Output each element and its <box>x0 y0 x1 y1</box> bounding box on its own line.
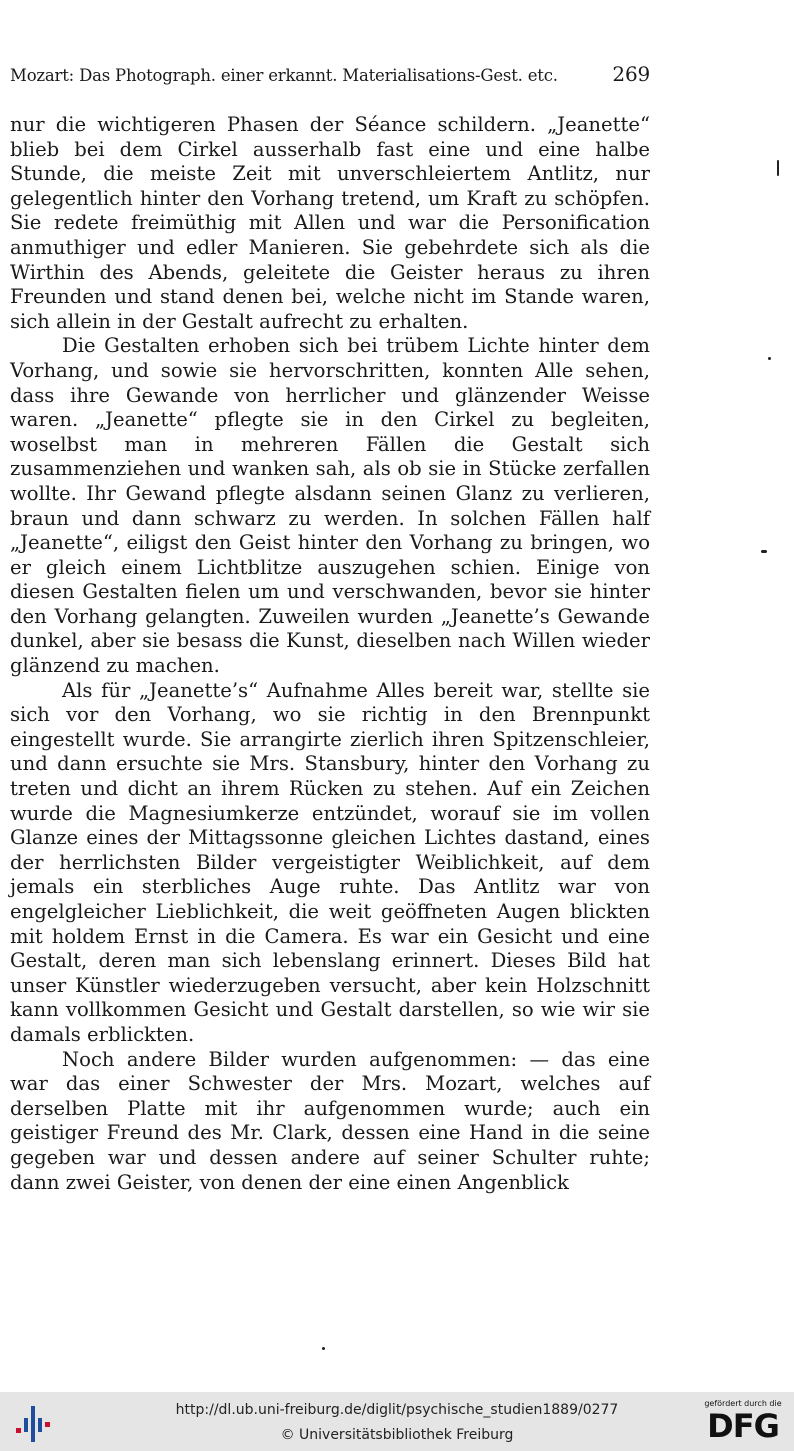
scan-speck <box>768 357 771 360</box>
dfg-tagline: gefördert durch die <box>704 1399 782 1408</box>
running-head <box>10 62 650 92</box>
paragraph-2: Die Gestalten erhoben sich bei trübem Lichte hinter dem Vorhang, und sowie sie hervorschritten, konnten Alle sehen, dass ihre Gewande von herrlicher und glänzender Weisse waren. „Jeanette“ pflegte sie in den Cirkel zu begleiten, woselbst man in mehreren Fällen die Gestalt sich zusammenziehen und wanken sah, als ob sie in Stücke zerfallen wollte. Ihr Gewand pflegte alsdann seinen Glanz zu verlieren, braun und dann schwarz zu werden. In solchen Fällen half „Jeanette“, eiligst den Geist hinter den Vorhang zu bringen, wo er gleich einem Lichtblitze auszugehen schien. Einige von diesen Gestalten fielen um und verschwanden, bevor sie hinter den Vorhang gelangten. Zuweilen wurden „Jeanette’s Gewande dunkel, aber sie besass die Kunst, dieselben nach Willen wieder glänzend zu machen. <box>10 334 650 678</box>
paragraph-1: nur die wichtigeren Phasen der Séance schildern. „Jeanette“ blieb bei dem Cirkel ausserhalb fast eine und eine halbe Stunde, die meiste Zeit mit unverschleiertem Antlitz, nur gelegentlich hinter den Vorhang tretend, um Kraft zu schöpfen. Sie redete freimüthig mit Allen und war die Personification anmuthiger und edler Manieren. Sie gebehrdete sich als die Wirthin des Abends, geleitete die Geister heraus zu ihren Freunden und stand denen bei, welche nicht im Stande waren, sich allein in der Gestalt aufrecht zu erhalten. <box>10 113 650 333</box>
page-number: 269 <box>612 62 650 86</box>
body-text <box>10 113 650 1195</box>
viewer-footer <box>0 1392 794 1451</box>
dfg-logo-text: DFG <box>707 1407 779 1445</box>
dfg-logo <box>700 1398 786 1446</box>
scan-speck <box>777 160 779 176</box>
scan-speck <box>322 1347 325 1350</box>
paragraph-3: Als für „Jeanette’s“ Aufnahme Alles bereit war, stellte sie sich vor den Vorhang, wo sie richtig in den Brennpunkt eingestellt wurde. Sie arrangirte zierlich ihren Spitzenschleier, und dann ersuchte sie Mrs. Stansbury, hinter den Vorhang zu treten und dicht an ihrem Rücken zu stehen. Auf ein Zeichen wurde die Magnesiumkerze entzündet, worauf sie im vollen Glanze eines der Mittagssonne gleichen Lichtes dastand, eines der herrlichsten Bilder vergeistigter Weiblichkeit, auf dem jemals ein sterbliches Auge ruhte. Das Antlitz war von engelgleicher Lieblichkeit, die weit geöffneten Augen blickten mit holdem Ernst in die Camera. Es war ein Gesicht und eine Gestalt, deren man sich lebenslang erinnert. Dieses Bild hat unser Künstler wiederzugeben versucht, aber kein Holzschnitt kann vollkommen Gesicht und Gestalt darstellen, so wie wir sie damals erblickten. <box>10 678 650 1046</box>
document-url[interactable]: http://dl.ub.uni-freiburg.de/diglit/psychische_studien1889/0277 <box>175 1402 619 1418</box>
scan-speck <box>761 550 767 553</box>
paragraph-4: Noch andere Bilder wurden aufgenommen: — das eine war das einer Schwester der Mrs. Mozart, welches auf derselben Platte mit ihr aufgenommen wurde; auch ein geistiger Freund des Mr. Clark, dessen eine Hand in die seine gegeben war und dessen andere auf seiner Schulter ruhte; dann zwei Geister, von denen der eine einen Angenblick <box>10 1047 650 1194</box>
running-head-title: Mozart: Das Photograph. einer erkannt. Materialisations-Gest. etc. <box>10 66 558 85</box>
copyright-notice: © Universitätsbibliothek Freiburg <box>280 1427 514 1443</box>
